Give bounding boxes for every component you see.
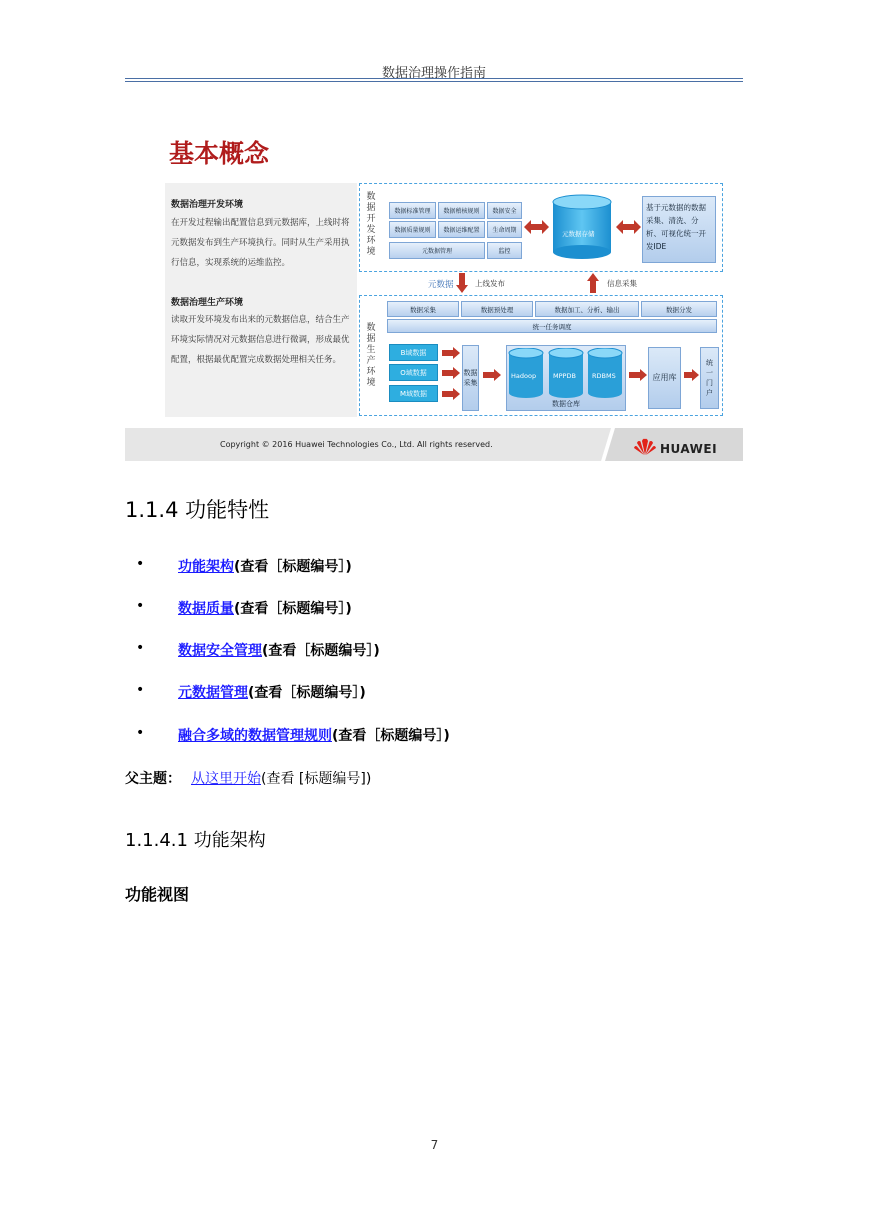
bullet-icon: • [136, 640, 145, 656]
right-arrow-icon [684, 369, 699, 381]
dev-env-text: 在开发过程输出配置信息到元数据库，上线时将元数据发布到生产环境执行。同时从生产采用执行信息，实现系统的运维监控。 [171, 218, 350, 268]
rdbms-label: RDBMS [592, 372, 616, 380]
collector-box: 数据采集 [462, 345, 479, 411]
module-security: 数据安全 [487, 202, 522, 219]
huawei-logo-icon [633, 437, 657, 456]
item-suffix: (查看［标题编号］) [262, 643, 380, 659]
right-arrow-icon [442, 388, 460, 400]
parent-topic-label: 父主题： [125, 771, 181, 787]
mppdb-label: MPPDB [553, 372, 576, 380]
source-b-domain: B域数据 [389, 344, 438, 361]
bullet-icon: • [136, 682, 145, 698]
pipeline-distribute: 数据分发 [641, 301, 717, 317]
concept-slide-image [125, 106, 743, 461]
link-metadata-mgmt[interactable]: 元数据管理 [178, 685, 248, 701]
hadoop-label: Hadoop [511, 372, 537, 380]
parent-topic [125, 768, 371, 788]
link-data-security[interactable]: 数据安全管理 [178, 643, 262, 659]
module-audit-rules: 数据稽核规则 [438, 202, 485, 219]
right-arrow-icon [442, 367, 460, 379]
item-suffix: (查看［标题编号］) [248, 685, 366, 701]
double-arrow-icon [616, 219, 641, 235]
slide-title: 基本概念 [169, 139, 270, 168]
module-data-standard: 数据标准管理 [389, 202, 436, 219]
subsection-heading: 1.1.4.1 功能架构 [125, 830, 266, 851]
section-heading: 1.1.4 功能特性 [125, 498, 270, 522]
right-arrow-icon [629, 369, 647, 381]
unified-scheduler: 统一任务调度 [387, 319, 717, 333]
link-function-architecture[interactable]: 功能架构 [178, 559, 234, 575]
up-arrow-icon [587, 273, 599, 293]
module-ops-config: 数据运维配置 [438, 221, 485, 238]
copyright-text: Copyright © 2016 Huawei Technologies Co., Ltd. All rights reserved. [220, 440, 493, 449]
prod-env-text: 读取开发环境发布出来的元数据信息，结合生产环境实际情况对元数据信息进行微调，形成最优配置，根据最优配置完成数据处理相关任务。 [171, 315, 350, 365]
right-arrow-icon [442, 347, 460, 359]
parent-topic-link[interactable]: 从这里开始 [191, 771, 261, 787]
pipeline-collect: 数据采集 [387, 301, 459, 317]
metadata-flow-label: 元数据 [428, 280, 454, 290]
metadata-repo-label: 元数据存储 [562, 230, 595, 238]
bullet-icon: • [136, 556, 145, 572]
bullet-icon: • [136, 598, 145, 614]
running-header: 数据治理操作指南 [381, 66, 486, 81]
module-quality-rules: 数据质量规则 [389, 221, 436, 238]
unified-ide-box: 基于元数据的数据采集、清洗、分析、可视化统一开发IDE [642, 196, 716, 263]
dev-env-label: 数据开发环境 [366, 192, 376, 257]
item-suffix: (查看［标题编号］) [234, 601, 352, 617]
source-m-domain: M域数据 [389, 385, 438, 402]
right-arrow-icon [483, 369, 501, 381]
left-description-panel [165, 183, 357, 417]
collect-label: 信息采集 [607, 279, 637, 288]
item-suffix: (查看［标题编号］) [332, 728, 450, 744]
huawei-brand-text: HUAWEI [660, 442, 718, 456]
app-db-box: 应用库 [648, 347, 681, 409]
link-data-quality[interactable]: 数据质量 [178, 601, 234, 617]
link-multi-domain-rules[interactable]: 融合多域的数据管理规则 [178, 728, 332, 744]
prod-env-heading: 数据治理生产环境 [171, 298, 244, 308]
pipeline-process: 数据加工、分析、输出 [535, 301, 639, 317]
pipeline-preprocess: 数据预处理 [461, 301, 533, 317]
header-rule-secondary [125, 81, 743, 82]
publish-label: 上线发布 [475, 279, 505, 288]
source-o-domain: O域数据 [389, 364, 438, 381]
portal-box: 统一门户 [700, 347, 719, 409]
module-lifecycle: 生命周期 [487, 221, 522, 238]
bullet-icon: • [136, 725, 145, 741]
down-arrow-icon [456, 273, 468, 293]
warehouse-box: 数据仓库 [506, 345, 626, 411]
prod-env-label: 数据生产环境 [366, 323, 376, 388]
module-monitor: 监控 [487, 242, 522, 259]
header-rule [125, 78, 743, 79]
parent-topic-suffix: (查看 [标题编号]) [261, 771, 372, 787]
double-arrow-icon [524, 219, 549, 235]
metadata-repo-cylinder-icon [552, 194, 612, 260]
module-metadata-mgmt: 元数据管理 [389, 242, 485, 259]
item-suffix: (查看［标题编号］) [234, 559, 352, 575]
dev-env-heading: 数据治理开发环境 [171, 200, 244, 210]
sub-subsection-heading: 功能视图 [125, 885, 190, 904]
page-number: 7 [430, 1138, 439, 1152]
